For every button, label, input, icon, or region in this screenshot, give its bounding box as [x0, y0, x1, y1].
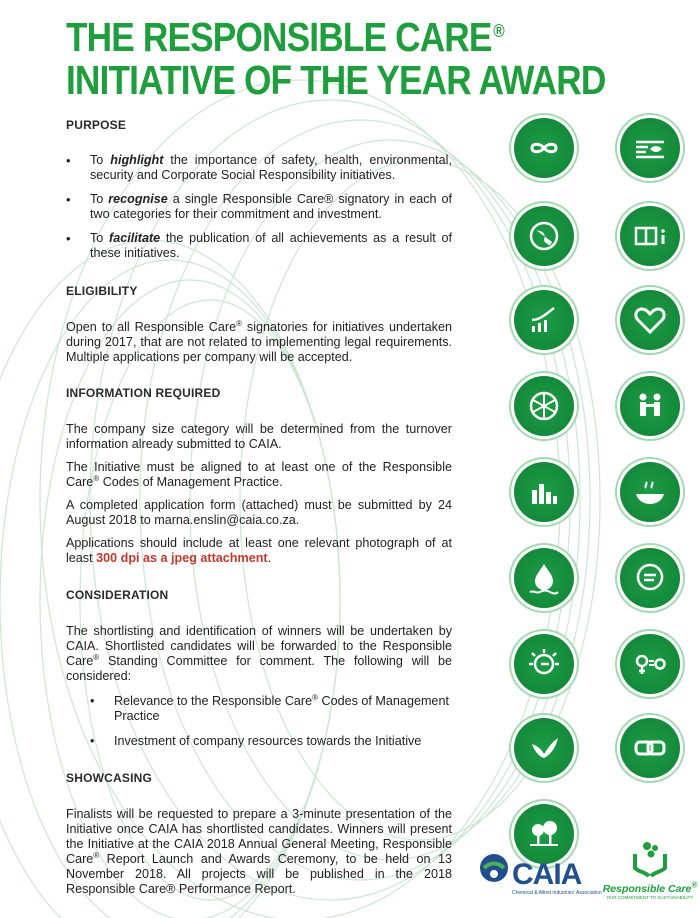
purpose-item: • To recognise a single Responsible Care® signatory in each of two categories for their commitment and investment. — [66, 192, 452, 222]
information-heading: INFORMATION REQUIRED — [66, 386, 221, 400]
purpose-item: • To facilitate the publication of all achievements as a result of these initiatives. — [66, 231, 452, 261]
water-drop-icon — [514, 548, 574, 608]
consideration-item: • Investment of company resources towards the Initiative — [66, 734, 452, 749]
title-line-1: THE RESPONSIBLE CARE® — [66, 14, 504, 60]
information-p2: The Initiative must be aligned to at least one of the Responsible Care® Codes of Management Practice. — [66, 460, 452, 489]
eligibility-heading: ELIGIBILITY — [66, 284, 138, 298]
page-title — [66, 16, 605, 102]
purpose-list — [66, 153, 452, 261]
hands-molecule-icon — [629, 838, 671, 878]
consideration-list — [66, 694, 452, 749]
caia-tagline: Chemical & Allied Industries' Association — [512, 890, 602, 896]
information-p1: The company size category will be determined from the turnover information already submitted to CAIA. — [66, 422, 452, 451]
footer-logos — [478, 838, 700, 918]
growth-chart-icon — [514, 290, 574, 350]
caia-globe-icon — [478, 852, 510, 884]
codes-icon-grid — [514, 118, 694, 778]
information-p3: A completed application form (attached) must be submitted by 24 August 2018 to marna.enslin@caia.co.za. — [66, 498, 452, 527]
factory-icon — [514, 462, 574, 522]
purpose-item: • To highlight the importance of safety, health, environmental, security and Corporate Social Responsibility initiatives. — [66, 153, 452, 183]
eligibility-text: Open to all Responsible Care® signatories for initiatives undertaken during 2017, that are not related to implementing legal requirements. Multiple applications per company will be accepted. — [66, 318, 452, 364]
responsible-care-logo — [602, 838, 698, 900]
showcasing-heading: SHOWCASING — [66, 771, 152, 785]
consideration-text: The shortlisting and identification of winners will be undertaken by CAIA. Shortlisted candidates will be forwarded to the Responsible Care® Standing Committee for comment. The following will be considered: — [66, 624, 452, 683]
caia-logo — [478, 852, 602, 896]
caia-wordmark: CAIA — [512, 858, 582, 891]
energy-bulb-icon — [514, 634, 574, 694]
food-bowl-icon — [620, 462, 680, 522]
purpose-heading: PURPOSE — [66, 118, 127, 132]
responsible-care-tagline: OUR COMMITMENT TO SUSTAINABILITY — [606, 895, 694, 900]
information-p4: Applications should include at least one relevant photograph of at least 300 dpi as a jpeg attachment. — [66, 536, 452, 565]
responsible-care-wordmark: Responsible Care® — [602, 880, 698, 895]
registered-mark: ® — [493, 21, 504, 41]
globe-icon — [514, 206, 574, 266]
jpeg-requirement: 300 dpi as a jpeg attachment — [96, 551, 268, 565]
consideration-heading: CONSIDERATION — [66, 588, 169, 602]
title-line-2: INITIATIVE OF THE YEAR AWARD — [66, 57, 606, 103]
gender-equality-icon — [620, 634, 680, 694]
speech-bubble-icon — [620, 548, 680, 608]
link-icon — [620, 718, 680, 778]
infinity-icon — [514, 118, 574, 178]
people-icon — [620, 376, 680, 436]
water-fish-icon — [620, 118, 680, 178]
recycle-cube-icon — [514, 376, 574, 436]
consideration-item: • Relevance to the Responsible Care® Codes of Management Practice — [66, 694, 452, 724]
heart-icon — [620, 290, 680, 350]
dove-icon — [514, 718, 574, 778]
showcasing-text: Finalists will be requested to prepare a 3-minute presentation of the Initiative once CAIA has shortlisted candidates. Winners will present the Initiative at the CAIA 2018 Annual General Meeting, Responsible Care® Report Launch and Awards Ceremony, to be held on 13 November 2018. All projects will be published in the 2018 Responsible Care® Performance Report. — [66, 807, 452, 896]
book-info-icon — [620, 206, 680, 266]
document-body — [66, 118, 452, 897]
